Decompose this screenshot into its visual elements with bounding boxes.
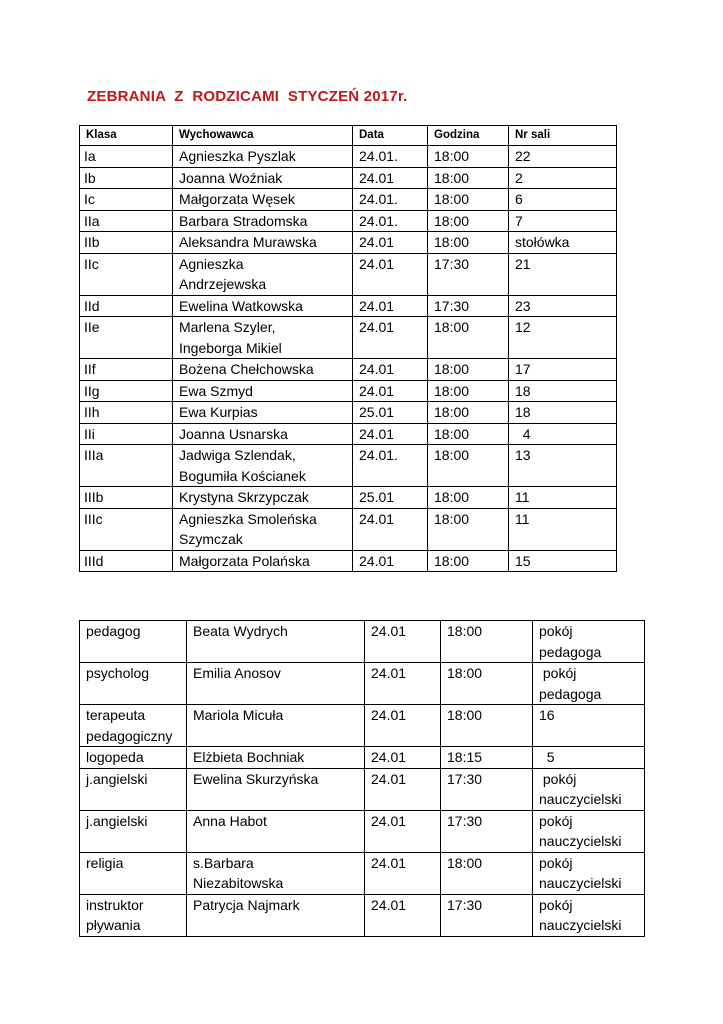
table-row (80, 189, 617, 211)
cell-time: 18:00 (428, 402, 509, 424)
cell-time: 18:00 (428, 210, 509, 232)
cell-time: 18:00 (428, 380, 509, 402)
cell-role: pedagog (80, 621, 187, 663)
cell-room: 11 (509, 508, 617, 550)
table-header-row (80, 126, 617, 146)
column-header-teacher: Wychowawca (173, 126, 353, 146)
cell-date: 24.01 (353, 253, 428, 295)
cell-date: 24.01 (353, 359, 428, 381)
cell-name: Agnieszka Smoleńska Szymczak (173, 508, 353, 550)
cell-room: 16 (533, 705, 645, 747)
table-row (80, 768, 645, 810)
cell-role: IIc (80, 253, 173, 295)
cell-room: 7 (509, 210, 617, 232)
table-row (80, 146, 617, 168)
cell-role: IIId (80, 550, 173, 572)
table-row (80, 663, 645, 705)
cell-role: IIIc (80, 508, 173, 550)
cell-time: 18:00 (428, 232, 509, 254)
cell-time: 18:00 (428, 423, 509, 445)
cell-name: Agnieszka Andrzejewska (173, 253, 353, 295)
cell-name: Marlena Szyler, Ingeborga Mikiel (173, 317, 353, 359)
cell-room: 17 (509, 359, 617, 381)
cell-role: IIh (80, 402, 173, 424)
cell-role: IIIb (80, 487, 173, 509)
table-row (80, 210, 617, 232)
cell-name: s.Barbara Niezabitowska (187, 852, 365, 894)
table-row (80, 253, 617, 295)
cell-name: Joanna Woźniak (173, 167, 353, 189)
column-header-date: Data (353, 126, 428, 146)
cell-time: 18:00 (428, 487, 509, 509)
cell-role: logopeda (80, 747, 187, 769)
cell-name: Joanna Usnarska (173, 423, 353, 445)
cell-time: 18:00 (428, 317, 509, 359)
column-header-room: Nr sali (509, 126, 617, 146)
cell-date: 24.01 (365, 705, 441, 747)
cell-name: Jadwiga Szlendak, Bogumiła Kościanek (173, 445, 353, 487)
cell-date: 24.01. (353, 445, 428, 487)
table-row (80, 621, 645, 663)
cell-room: 13 (509, 445, 617, 487)
cell-name: Barbara Stradomska (173, 210, 353, 232)
table-row (80, 423, 617, 445)
cell-date: 24.01 (365, 747, 441, 769)
table-row (80, 445, 617, 487)
cell-room: 12 (509, 317, 617, 359)
cell-time: 17:30 (428, 295, 509, 317)
cell-time: 18:00 (428, 508, 509, 550)
cell-room: pokój nauczycielski (533, 894, 645, 936)
cell-room: 2 (509, 167, 617, 189)
table-row (80, 705, 645, 747)
cell-time: 18:00 (441, 705, 533, 747)
cell-room: pokój nauczycielski (533, 810, 645, 852)
cell-role: Ic (80, 189, 173, 211)
cell-role: IIi (80, 423, 173, 445)
cell-time: 17:30 (441, 768, 533, 810)
cell-role: Ib (80, 167, 173, 189)
table-row (80, 508, 617, 550)
cell-date: 24.01 (365, 768, 441, 810)
cell-name: Emilia Anosov (187, 663, 365, 705)
cell-role: Ia (80, 146, 173, 168)
cell-date: 24.01 (353, 508, 428, 550)
table-row (80, 359, 617, 381)
class-meetings-table (79, 125, 617, 572)
cell-time: 18:00 (441, 852, 533, 894)
cell-room: 5 (533, 747, 645, 769)
cell-date: 24.01 (353, 550, 428, 572)
table-row (80, 380, 617, 402)
cell-date: 25.01 (353, 402, 428, 424)
cell-time: 18:00 (428, 550, 509, 572)
cell-date: 24.01. (353, 146, 428, 168)
cell-date: 24.01 (365, 663, 441, 705)
table-row (80, 167, 617, 189)
cell-time: 18:00 (441, 663, 533, 705)
cell-time: 18:15 (441, 747, 533, 769)
cell-role: instruktor pływania (80, 894, 187, 936)
cell-name: Ewelina Watkowska (173, 295, 353, 317)
table-row (80, 810, 645, 852)
cell-time: 18:00 (428, 146, 509, 168)
cell-room: pokój pedagoga (533, 663, 645, 705)
cell-name: Ewa Kurpias (173, 402, 353, 424)
page-title: ZEBRANIA Z RODZICAMI STYCZEŃ 2017r. (87, 88, 408, 105)
cell-date: 24.01 (365, 621, 441, 663)
table-row (80, 550, 617, 572)
cell-name: Aleksandra Murawska (173, 232, 353, 254)
cell-name: Małgorzata Węsek (173, 189, 353, 211)
cell-role: IIg (80, 380, 173, 402)
cell-name: Ewelina Skurzyńska (187, 768, 365, 810)
cell-date: 24.01. (353, 210, 428, 232)
cell-time: 18:00 (428, 359, 509, 381)
cell-date: 24.01 (353, 317, 428, 359)
table-row (80, 317, 617, 359)
cell-role: religia (80, 852, 187, 894)
table-row (80, 487, 617, 509)
cell-name: Ewa Szmyd (173, 380, 353, 402)
cell-room: 18 (509, 402, 617, 424)
table-row (80, 295, 617, 317)
cell-room: 18 (509, 380, 617, 402)
cell-room: 22 (509, 146, 617, 168)
cell-role: IId (80, 295, 173, 317)
cell-date: 24.01 (353, 232, 428, 254)
cell-room: 11 (509, 487, 617, 509)
cell-role: terapeuta pedagogiczny (80, 705, 187, 747)
cell-name: Beata Wydrych (187, 621, 365, 663)
cell-time: 18:00 (441, 621, 533, 663)
table-row (80, 402, 617, 424)
cell-room: stołówka (509, 232, 617, 254)
cell-role: IIb (80, 232, 173, 254)
cell-role: IIIa (80, 445, 173, 487)
column-header-time: Godzina (428, 126, 509, 146)
cell-time: 17:30 (428, 253, 509, 295)
staff-meetings-table (79, 620, 645, 937)
cell-date: 24.01 (353, 167, 428, 189)
cell-date: 24.01 (353, 380, 428, 402)
cell-date: 24.01 (353, 295, 428, 317)
cell-date: 24.01. (353, 189, 428, 211)
cell-time: 18:00 (428, 167, 509, 189)
cell-role: IIf (80, 359, 173, 381)
cell-name: Małgorzata Polańska (173, 550, 353, 572)
cell-role: psycholog (80, 663, 187, 705)
cell-time: 17:30 (441, 810, 533, 852)
cell-name: Bożena Chełchowska (173, 359, 353, 381)
cell-role: IIa (80, 210, 173, 232)
cell-name: Agnieszka Pyszlak (173, 146, 353, 168)
table-row (80, 747, 645, 769)
table-row (80, 232, 617, 254)
cell-name: Krystyna Skrzypczak (173, 487, 353, 509)
table-row (80, 894, 645, 936)
cell-room: pokój nauczycielski (533, 852, 645, 894)
cell-time: 17:30 (441, 894, 533, 936)
cell-time: 18:00 (428, 189, 509, 211)
cell-time: 18:00 (428, 445, 509, 487)
cell-room: 23 (509, 295, 617, 317)
cell-role: IIe (80, 317, 173, 359)
column-header-class: Klasa (80, 126, 173, 146)
cell-room: 6 (509, 189, 617, 211)
cell-room: 4 (509, 423, 617, 445)
cell-room: pokój nauczycielski (533, 768, 645, 810)
cell-name: Anna Habot (187, 810, 365, 852)
cell-date: 24.01 (353, 423, 428, 445)
cell-date: 24.01 (365, 852, 441, 894)
cell-name: Patrycja Najmark (187, 894, 365, 936)
cell-role: j.angielski (80, 768, 187, 810)
cell-name: Elżbieta Bochniak (187, 747, 365, 769)
cell-room: 21 (509, 253, 617, 295)
cell-room: pokój pedagoga (533, 621, 645, 663)
table-row (80, 852, 645, 894)
cell-name: Mariola Micuła (187, 705, 365, 747)
cell-room: 15 (509, 550, 617, 572)
cell-date: 24.01 (365, 810, 441, 852)
cell-role: j.angielski (80, 810, 187, 852)
cell-date: 25.01 (353, 487, 428, 509)
cell-date: 24.01 (365, 894, 441, 936)
